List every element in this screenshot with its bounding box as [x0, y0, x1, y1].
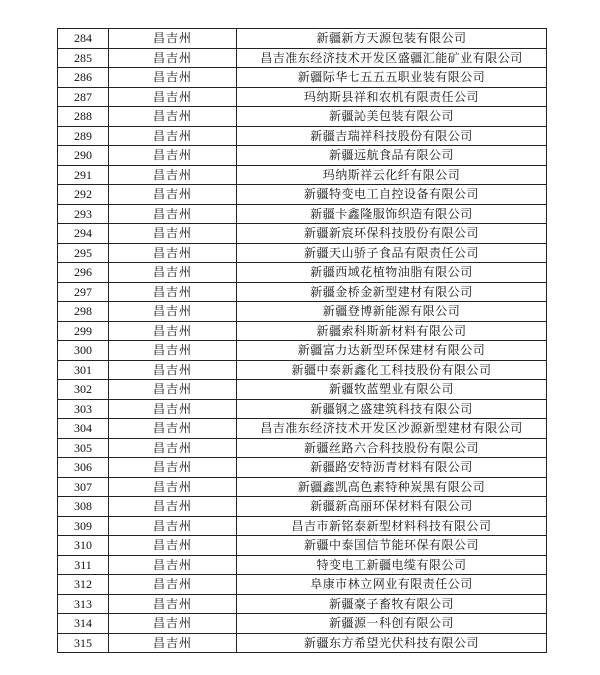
company-name-cell: 新疆天山骄子食品有限责任公司 — [237, 243, 547, 263]
row-number: 284 — [58, 29, 109, 49]
row-number: 301 — [58, 360, 109, 380]
region-cell: 昌吉州 — [109, 224, 237, 244]
company-name-cell: 新疆富力达新型环保建材有限公司 — [237, 341, 547, 361]
row-number: 303 — [58, 399, 109, 419]
table-row — [58, 360, 547, 380]
company-name-cell: 新疆路安特沥青材料有限公司 — [237, 458, 547, 478]
company-name-cell: 新疆索科斯新材料有限公司 — [237, 321, 547, 341]
table-row — [58, 243, 547, 263]
table-row — [58, 399, 547, 419]
company-name-cell: 阜康市林立网业有限责任公司 — [237, 575, 547, 595]
row-number: 291 — [58, 165, 109, 185]
table-row — [58, 48, 547, 68]
row-number: 285 — [58, 48, 109, 68]
company-name-cell: 新疆西域花植物油脂有限公司 — [237, 263, 547, 283]
row-number: 305 — [58, 438, 109, 458]
company-name-cell: 新疆中泰国信节能环保有限公司 — [237, 536, 547, 556]
company-name-cell: 新疆丝路六合科技股份有限公司 — [237, 438, 547, 458]
region-cell: 昌吉州 — [109, 146, 237, 166]
region-cell: 昌吉州 — [109, 185, 237, 205]
table-row — [58, 438, 547, 458]
table-row — [58, 419, 547, 439]
company-name-cell: 新疆远航食品有限公司 — [237, 146, 547, 166]
company-name-cell: 玛纳斯县祥和农机有限责任公司 — [237, 87, 547, 107]
region-cell: 昌吉州 — [109, 360, 237, 380]
table-row — [58, 146, 547, 166]
table-row — [58, 321, 547, 341]
table-row — [58, 87, 547, 107]
company-name-cell: 新疆新高丽环保材料有限公司 — [237, 497, 547, 517]
row-number: 315 — [58, 633, 109, 653]
region-cell: 昌吉州 — [109, 419, 237, 439]
region-cell: 昌吉州 — [109, 107, 237, 127]
company-name-cell: 新疆源一科创有限公司 — [237, 614, 547, 634]
company-name-cell: 玛纳斯祥云化纤有限公司 — [237, 165, 547, 185]
region-cell: 昌吉州 — [109, 29, 237, 49]
row-number: 310 — [58, 536, 109, 556]
region-cell: 昌吉州 — [109, 458, 237, 478]
table-row — [58, 282, 547, 302]
company-name-cell: 昌吉准东经济技术开发区沙源新型建材有限公司 — [237, 419, 547, 439]
table-row — [58, 185, 547, 205]
table-row — [58, 165, 547, 185]
table-row — [58, 536, 547, 556]
company-name-cell: 昌吉市新铭泰新型材料科技有限公司 — [237, 516, 547, 536]
table-row — [58, 29, 547, 49]
row-number: 309 — [58, 516, 109, 536]
table-row — [58, 68, 547, 88]
table-row — [58, 555, 547, 575]
company-name-cell: 新疆登博新能源有限公司 — [237, 302, 547, 322]
table-row — [58, 302, 547, 322]
table-row — [58, 107, 547, 127]
row-number: 294 — [58, 224, 109, 244]
table-row — [58, 458, 547, 478]
company-name-cell: 新疆訫美包装有限公司 — [237, 107, 547, 127]
row-number: 312 — [58, 575, 109, 595]
table-row — [58, 126, 547, 146]
region-cell: 昌吉州 — [109, 516, 237, 536]
region-cell: 昌吉州 — [109, 380, 237, 400]
company-name-cell: 特变电工新疆电缆有限公司 — [237, 555, 547, 575]
company-name-cell: 新疆特变电工自控设备有限公司 — [237, 185, 547, 205]
table-row — [58, 516, 547, 536]
row-number: 302 — [58, 380, 109, 400]
region-cell: 昌吉州 — [109, 497, 237, 517]
company-name-cell: 新疆中泰新鑫化工科技股份有限公司 — [237, 360, 547, 380]
row-number: 299 — [58, 321, 109, 341]
company-name-cell: 新疆新宸环保科技股份有限公司 — [237, 224, 547, 244]
table-row — [58, 224, 547, 244]
row-number: 306 — [58, 458, 109, 478]
region-cell: 昌吉州 — [109, 575, 237, 595]
row-number: 290 — [58, 146, 109, 166]
region-cell: 昌吉州 — [109, 302, 237, 322]
row-number: 288 — [58, 107, 109, 127]
region-cell: 昌吉州 — [109, 263, 237, 283]
region-cell: 昌吉州 — [109, 87, 237, 107]
table-row — [58, 263, 547, 283]
company-name-cell: 新疆东方希望光伏科技有限公司 — [237, 633, 547, 653]
company-name-cell: 新疆新方天源包装有限公司 — [237, 29, 547, 49]
region-cell: 昌吉州 — [109, 614, 237, 634]
row-number: 314 — [58, 614, 109, 634]
company-name-cell: 新疆鑫凯高色素特种炭黑有限公司 — [237, 477, 547, 497]
region-cell: 昌吉州 — [109, 243, 237, 263]
region-cell: 昌吉州 — [109, 48, 237, 68]
row-number: 293 — [58, 204, 109, 224]
row-number: 295 — [58, 243, 109, 263]
region-cell: 昌吉州 — [109, 594, 237, 614]
company-name-cell: 新疆钢之盛建筑科技有限公司 — [237, 399, 547, 419]
company-name-cell: 新疆金桥金新型建材有限公司 — [237, 282, 547, 302]
row-number: 289 — [58, 126, 109, 146]
table-row — [58, 204, 547, 224]
row-number: 298 — [58, 302, 109, 322]
table-row — [58, 497, 547, 517]
region-cell: 昌吉州 — [109, 341, 237, 361]
region-cell: 昌吉州 — [109, 555, 237, 575]
table-row — [58, 477, 547, 497]
row-number: 311 — [58, 555, 109, 575]
region-cell: 昌吉州 — [109, 477, 237, 497]
region-cell: 昌吉州 — [109, 282, 237, 302]
company-list-table — [57, 28, 547, 653]
row-number: 313 — [58, 594, 109, 614]
region-cell: 昌吉州 — [109, 321, 237, 341]
table-row — [58, 341, 547, 361]
company-name-cell: 新疆牧蓝塑业有限公司 — [237, 380, 547, 400]
region-cell: 昌吉州 — [109, 165, 237, 185]
row-number: 307 — [58, 477, 109, 497]
region-cell: 昌吉州 — [109, 68, 237, 88]
company-name-cell: 新疆际华七五五五职业装有限公司 — [237, 68, 547, 88]
region-cell: 昌吉州 — [109, 536, 237, 556]
region-cell: 昌吉州 — [109, 438, 237, 458]
row-number: 304 — [58, 419, 109, 439]
region-cell: 昌吉州 — [109, 204, 237, 224]
row-number: 296 — [58, 263, 109, 283]
row-number: 300 — [58, 341, 109, 361]
table-row — [58, 380, 547, 400]
table-row — [58, 614, 547, 634]
table-row — [58, 575, 547, 595]
row-number: 308 — [58, 497, 109, 517]
row-number: 286 — [58, 68, 109, 88]
row-number: 287 — [58, 87, 109, 107]
table-row — [58, 594, 547, 614]
region-cell: 昌吉州 — [109, 633, 237, 653]
company-name-cell: 新疆吉瑞祥科技股份有限公司 — [237, 126, 547, 146]
company-name-cell: 新疆卡鑫隆服饰织造有限公司 — [237, 204, 547, 224]
table-body — [58, 29, 547, 653]
company-name-cell: 昌吉准东经济技术开发区盛疆汇能矿业有限公司 — [237, 48, 547, 68]
row-number: 297 — [58, 282, 109, 302]
row-number: 292 — [58, 185, 109, 205]
company-name-cell: 新疆豪子畜牧有限公司 — [237, 594, 547, 614]
table-row — [58, 633, 547, 653]
region-cell: 昌吉州 — [109, 399, 237, 419]
region-cell: 昌吉州 — [109, 126, 237, 146]
